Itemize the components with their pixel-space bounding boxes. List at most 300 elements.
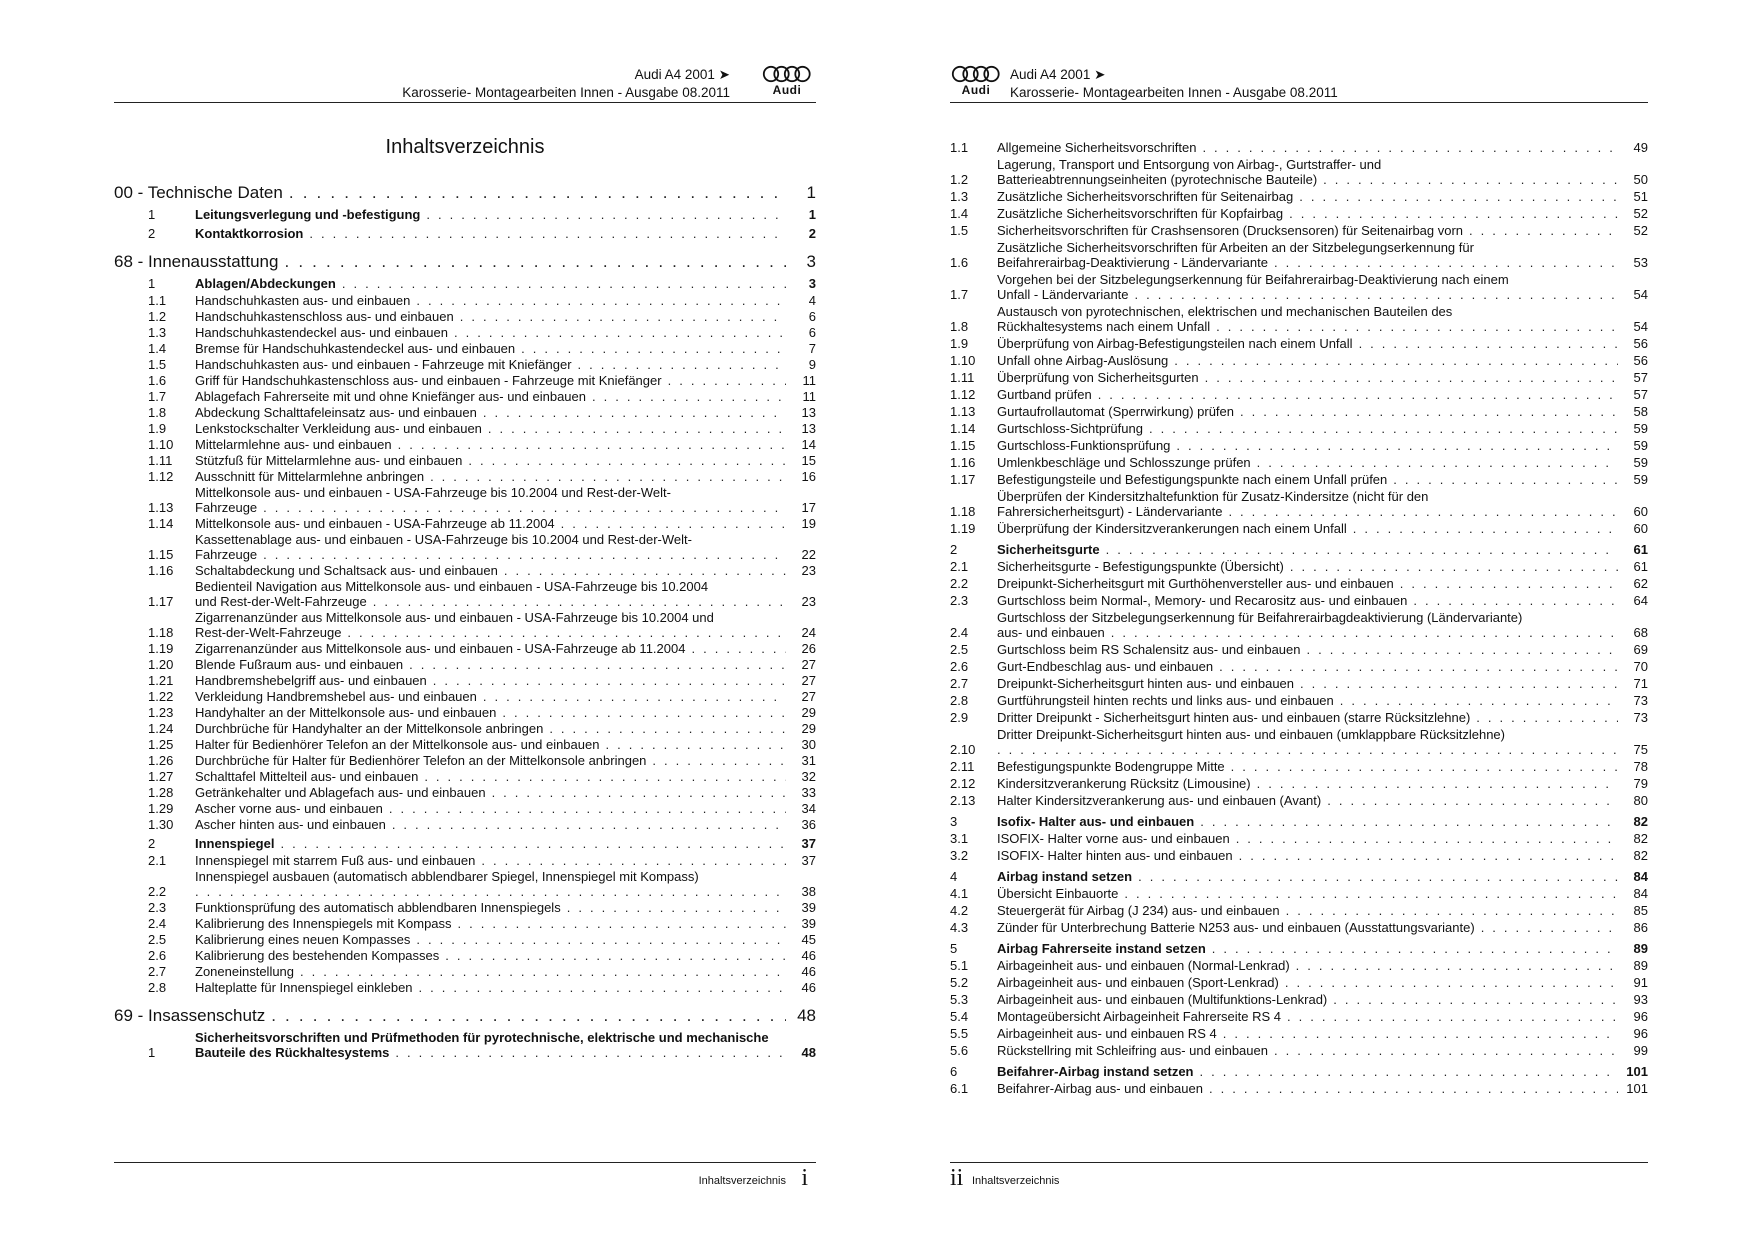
dot-leader <box>488 421 786 436</box>
toc-number: 1.26 <box>148 753 174 768</box>
dot-leader <box>398 437 786 452</box>
toc-entry[interactable] <box>114 721 816 736</box>
dot-leader <box>1257 455 1618 470</box>
toc-number: 1.2 <box>950 172 969 187</box>
toc-page-number: 36 <box>801 817 816 832</box>
toc-entry[interactable] <box>114 769 816 784</box>
toc-entry[interactable] <box>114 980 816 995</box>
dot-leader <box>1223 1026 1618 1041</box>
toc-page-number: 89 <box>1633 941 1648 956</box>
toc-entry[interactable] <box>950 958 1648 973</box>
toc-title-continued: Batterieabtrennungseinheiten (pyrotechnische Bauteile) <box>997 172 1318 187</box>
dot-leader <box>1286 903 1618 918</box>
toc-title: Kalibrierung des bestehenden Kompasses <box>195 948 440 963</box>
toc-entry[interactable] <box>950 1043 1648 1058</box>
toc-entry[interactable] <box>114 485 816 515</box>
toc-page-number: 46 <box>801 980 816 995</box>
toc-title: Umlenkbeschläge und Schlosszunge prüfen <box>997 455 1251 470</box>
toc-page-number: 57 <box>1633 370 1648 385</box>
toc-page-number: 16 <box>801 469 816 484</box>
toc-page-number: 59 <box>1633 438 1648 453</box>
toc-section[interactable] <box>114 836 816 851</box>
toc-entry[interactable] <box>950 438 1648 453</box>
dot-leader <box>289 183 786 203</box>
dot-leader <box>430 469 786 484</box>
toc-entry[interactable] <box>950 975 1648 990</box>
toc-number: 2.1 <box>950 559 969 574</box>
dot-leader <box>605 737 786 752</box>
toc-title: Schalttafel Mittelteil aus- und einbauen <box>195 769 419 784</box>
toc-title: Überprüfen der Kindersitzhaltefunktion für Zusatz-Kindersitze (nicht für den <box>997 489 1429 504</box>
toc-title: Gurtschloss der Sitzbelegungserkennung für Beifahrerairbagdeaktivierung (Ländervariante) <box>997 610 1523 625</box>
toc-number: 1.15 <box>148 547 174 562</box>
toc-entry[interactable] <box>114 516 816 531</box>
toc-chapter[interactable] <box>114 252 816 272</box>
toc-entry[interactable] <box>950 848 1648 863</box>
dot-leader <box>1138 869 1618 884</box>
toc-entry[interactable] <box>950 421 1648 436</box>
toc-page-number: 68 <box>1633 625 1648 640</box>
toc-entry[interactable] <box>950 727 1648 757</box>
toc-entry[interactable] <box>114 948 816 963</box>
toc-title: Dritter Dreipunkt-Sicherheitsgurt hinten aus- und einbauen (umklappbare Rücksitzlehne) <box>997 727 1505 742</box>
toc-title: Airbag instand setzen <box>997 869 1133 884</box>
toc-title: Airbageinheit aus- und einbauen (Normal-Lenkrad) <box>997 958 1290 973</box>
toc-number: 1 <box>148 207 156 222</box>
toc-entry[interactable] <box>950 304 1648 334</box>
dot-leader <box>481 853 786 868</box>
toc-number: 2.3 <box>148 900 167 915</box>
toc-number: 2.3 <box>950 593 969 608</box>
toc-page-number: 39 <box>801 916 816 931</box>
toc-number: 1.24 <box>148 721 174 736</box>
toc-entry[interactable] <box>950 676 1648 691</box>
toc-title: Innenspiegel <box>195 836 275 851</box>
toc-entry[interactable] <box>114 801 816 816</box>
toc-title: Funktionsprüfung des automatisch abblendbaren Innenspiegels <box>195 900 561 915</box>
toc-entry[interactable] <box>114 532 816 562</box>
toc-number: 1.4 <box>950 206 969 221</box>
toc-title: Ascher vorne aus- und einbauen <box>195 801 383 816</box>
toc-entry[interactable] <box>114 563 816 578</box>
toc-title: Überprüfung der Kindersitzverankerungen nach einem Unfall <box>997 521 1347 536</box>
toc-entry[interactable] <box>950 992 1648 1007</box>
toc-entry[interactable] <box>950 189 1648 204</box>
toc-title: Unfall ohne Airbag-Auslösung <box>997 353 1169 368</box>
toc-title: Airbageinheit aus- und einbauen (Multifunktions-Lenkrad) <box>997 992 1328 1007</box>
toc-title: Stützfuß für Mittelarmlehne aus- und einbauen <box>195 453 463 468</box>
toc-page-number: 3 <box>808 276 816 291</box>
toc-entry[interactable] <box>950 610 1648 640</box>
toc-number: 1.30 <box>148 817 174 832</box>
toc-title: Halter Kindersitzverankerung aus- und einbauen (Avant) <box>997 793 1322 808</box>
dot-leader <box>284 252 786 272</box>
toc-title: Zusätzliche Sicherheitsvorschriften für Arbeiten an der Sitzbelegungserkennung für <box>997 240 1474 255</box>
toc-page-number: 75 <box>1633 742 1648 757</box>
dot-leader <box>483 405 786 420</box>
dot-leader <box>433 673 786 688</box>
toc-entry[interactable] <box>950 240 1648 270</box>
toc-entry[interactable] <box>114 657 816 672</box>
toc-number: 1.3 <box>950 189 969 204</box>
toc-entry[interactable] <box>950 576 1648 591</box>
toc-entry[interactable] <box>114 357 816 372</box>
toc-entry[interactable] <box>114 673 816 688</box>
dot-leader <box>1307 642 1619 657</box>
toc-entry[interactable] <box>114 869 816 899</box>
toc-entry[interactable] <box>114 853 816 868</box>
dot-leader <box>460 309 786 324</box>
toc-number: 1.28 <box>148 785 174 800</box>
toc-page-number: 39 <box>801 900 816 915</box>
toc-entry[interactable] <box>950 521 1648 536</box>
toc-title: Gurt-Endbeschlag aus- und einbauen <box>997 659 1214 674</box>
toc-page-number: 53 <box>1633 255 1648 270</box>
toc-page-number: 70 <box>1633 659 1648 674</box>
toc-entry[interactable] <box>950 693 1648 708</box>
toc-page-number: 15 <box>801 453 816 468</box>
dot-leader <box>549 721 786 736</box>
toc-entry[interactable] <box>114 421 816 436</box>
toc-entry[interactable] <box>950 223 1648 238</box>
toc-number: 1.15 <box>950 438 976 453</box>
audi-rings-icon <box>762 65 812 83</box>
toc-section[interactable] <box>114 226 816 241</box>
toc-number: 5.1 <box>950 958 969 973</box>
header-subtitle: Karosserie- Montagearbeiten Innen - Ausgabe 08.2011 <box>402 85 730 100</box>
toc-number: 1.7 <box>950 287 969 302</box>
toc-number: 2 <box>950 542 958 557</box>
toc-title: Schaltabdeckung und Schaltsack aus- und einbauen <box>195 563 498 578</box>
audi-logo <box>762 65 812 99</box>
toc-number: 5.6 <box>950 1043 969 1058</box>
toc-entry[interactable] <box>950 336 1648 351</box>
toc-entry[interactable] <box>114 737 816 752</box>
toc-entry[interactable] <box>950 387 1648 402</box>
toc-title: Befestigungspunkte Bodengruppe Mitte <box>997 759 1225 774</box>
toc-number: 5.5 <box>950 1026 969 1041</box>
toc-page-number: 38 <box>801 884 816 899</box>
toc-page-number: 82 <box>1633 848 1648 863</box>
toc-page-number: 82 <box>1633 831 1648 846</box>
toc-number: 1.16 <box>148 563 174 578</box>
toc-entry[interactable] <box>114 373 816 388</box>
toc-page-number: 23 <box>801 563 816 578</box>
toc-section[interactable] <box>950 814 1648 829</box>
toc-number: 2.4 <box>950 625 969 640</box>
dot-leader <box>1299 189 1618 204</box>
audi-logo <box>951 65 1001 99</box>
toc-title: Airbag Fahrerseite instand setzen <box>997 941 1206 956</box>
toc-page-number: 11 <box>802 389 816 404</box>
dot-leader <box>395 1045 786 1060</box>
toc-entry[interactable] <box>950 157 1648 187</box>
toc-title: Getränkehalter und Ablagefach aus- und einbauen <box>195 785 486 800</box>
toc-entry[interactable] <box>950 1081 1648 1096</box>
dot-leader <box>1106 542 1618 557</box>
toc-entry[interactable] <box>950 886 1648 901</box>
toc-entry[interactable] <box>950 776 1648 791</box>
dot-leader <box>309 226 786 241</box>
toc-entry[interactable] <box>950 559 1648 574</box>
footer-text: Inhaltsverzeichnis <box>698 1175 786 1187</box>
toc-entry[interactable] <box>114 916 816 931</box>
toc-title: Zusätzliche Sicherheitsvorschriften für Seitenairbag <box>997 189 1294 204</box>
toc-entry[interactable] <box>950 370 1648 385</box>
toc-page-number: 59 <box>1633 472 1648 487</box>
toc-title: Ablagen/Abdeckungen <box>195 276 336 291</box>
dot-leader <box>392 817 786 832</box>
toc-title: Mittelarmlehne aus- und einbauen <box>195 437 392 452</box>
dot-leader <box>668 373 786 388</box>
toc-page-number: 80 <box>1633 793 1648 808</box>
toc-page-number: 58 <box>1633 404 1648 419</box>
toc-entry[interactable] <box>114 753 816 768</box>
toc-entry[interactable] <box>950 793 1648 808</box>
header-subtitle: Karosserie- Montagearbeiten Innen - Ausgabe 08.2011 <box>1010 85 1338 100</box>
toc-number: 1.25 <box>148 737 174 752</box>
toc-entry[interactable] <box>114 964 816 979</box>
toc-title-continued: Bauteile des Rückhaltesystems <box>195 1045 390 1060</box>
toc-entry[interactable] <box>114 437 816 452</box>
toc-page-number: 46 <box>801 964 816 979</box>
toc-page-number: 99 <box>1633 1043 1648 1058</box>
dot-leader <box>1200 814 1618 829</box>
toc-entry[interactable] <box>114 610 816 640</box>
toc-page-number: 79 <box>1633 776 1648 791</box>
toc-page-number: 71 <box>1633 676 1648 691</box>
toc-number: 2.8 <box>950 693 969 708</box>
toc-entry[interactable] <box>950 353 1648 368</box>
toc-entry[interactable] <box>950 593 1648 608</box>
dot-leader <box>1285 975 1618 990</box>
toc-entry[interactable] <box>950 1009 1648 1024</box>
toc-number: 1.19 <box>148 641 174 656</box>
dot-leader <box>1274 1043 1618 1058</box>
toc-section[interactable] <box>114 1030 816 1060</box>
toc-entry[interactable] <box>114 579 816 609</box>
toc-number: 1.14 <box>148 516 174 531</box>
toc-entry[interactable] <box>950 489 1648 519</box>
toc-entry[interactable] <box>114 689 816 704</box>
toc-page-number: 45 <box>801 932 816 947</box>
toc-entry[interactable] <box>950 140 1648 155</box>
toc-page-number: 64 <box>1633 593 1648 608</box>
toc-list-right <box>950 138 1648 1096</box>
dot-leader <box>1296 958 1618 973</box>
toc-title: Isofix- Halter aus- und einbauen <box>997 814 1195 829</box>
dot-leader <box>468 453 786 468</box>
toc-title: Griff für Handschuhkastenschloss aus- und einbauen - Fahrzeuge mit Kniefänger <box>195 373 662 388</box>
toc-title: Handschuhkastenschloss aus- und einbauen <box>195 309 454 324</box>
dot-leader <box>1400 576 1618 591</box>
dot-leader <box>1098 387 1618 402</box>
toc-entry[interactable] <box>950 642 1648 657</box>
toc-title: 00 - Technische Daten <box>114 183 283 202</box>
page-number: i <box>801 1165 808 1191</box>
toc-number: 2.7 <box>950 676 969 691</box>
toc-page-number: 82 <box>1633 814 1648 829</box>
toc-entry[interactable] <box>950 759 1648 774</box>
toc-title: Gurtaufrollautomat (Sperrwirkung) prüfen <box>997 404 1234 419</box>
toc-entry[interactable] <box>114 453 816 468</box>
toc-section[interactable] <box>950 542 1648 557</box>
dot-leader <box>1469 223 1618 238</box>
toc-page-number: 1 <box>808 207 816 222</box>
toc-title: Kalibrierung eines neuen Kompasses <box>195 932 411 947</box>
toc-entry[interactable] <box>950 710 1648 725</box>
toc-section[interactable] <box>950 869 1648 884</box>
toc-page-number: 54 <box>1633 287 1648 302</box>
toc-title: Sicherheitsvorschriften für Crashsensoren (Drucksensoren) für Seitenairbag vorn <box>997 223 1464 238</box>
toc-page-number: 13 <box>801 421 816 436</box>
toc-section[interactable] <box>950 941 1648 956</box>
toc-entry[interactable] <box>114 705 816 720</box>
dot-leader <box>1413 593 1618 608</box>
toc-number: 1.7 <box>148 389 167 404</box>
toc-entry[interactable] <box>114 900 816 915</box>
toc-title: Durchbrüche für Handyhalter an der Mittelkonsole anbringen <box>195 721 544 736</box>
dot-leader <box>300 964 786 979</box>
toc-page-number: 27 <box>801 689 816 704</box>
toc-title: Durchbrüche für Halter für Bedienhörer Telefon an der Mittelkonsole anbringen <box>195 753 647 768</box>
toc-entry[interactable] <box>114 469 816 484</box>
toc-entry[interactable] <box>114 785 816 800</box>
toc-chapter[interactable] <box>114 1006 816 1026</box>
toc-page-number: 56 <box>1633 336 1648 351</box>
toc-title: Handschuhkastendeckel aus- und einbauen <box>195 325 448 340</box>
toc-entry[interactable] <box>114 641 816 656</box>
toc-title-continued: und Rest-der-Welt-Fahrzeuge <box>195 594 367 609</box>
toc-page-number: 57 <box>1633 387 1648 402</box>
dot-leader <box>578 357 786 372</box>
toc-entry[interactable] <box>950 455 1648 470</box>
toc-entry[interactable] <box>950 920 1648 935</box>
toc-number: 1.6 <box>148 373 167 388</box>
toc-number: 1.12 <box>148 469 174 484</box>
toc-title: Lenkstockschalter Verkleidung aus- und einbauen <box>195 421 482 436</box>
toc-title-continued: Rest-der-Welt-Fahrzeuge <box>195 625 342 640</box>
toc-page-number: 52 <box>1633 206 1648 221</box>
toc-entry[interactable] <box>950 659 1648 674</box>
toc-title: Befestigungsteile und Befestigungspunkte nach einem Unfall prüfen <box>997 472 1388 487</box>
toc-number: 4.2 <box>950 903 969 918</box>
audi-rings-icon <box>951 65 1001 83</box>
toc-number: 1.6 <box>950 255 969 270</box>
toc-entry[interactable] <box>114 389 816 404</box>
toc-entry[interactable] <box>114 293 816 308</box>
toc-title: Montageübersicht Airbageinheit Fahrerseite RS 4 <box>997 1009 1281 1024</box>
toc-title: Übersicht Einbauorte <box>997 886 1119 901</box>
toc-number: 1.8 <box>950 319 969 334</box>
dot-leader <box>263 547 786 562</box>
toc-page-number: 37 <box>801 853 816 868</box>
toc-page-number: 51 <box>1633 189 1648 204</box>
toc-page-number: 27 <box>801 673 816 688</box>
toc-page-number: 85 <box>1633 903 1648 918</box>
toc-number: 4.3 <box>950 920 969 935</box>
toc-title: Airbageinheit aus- und einbauen RS 4 <box>997 1026 1217 1041</box>
toc-entry[interactable] <box>950 206 1648 221</box>
dot-leader <box>347 625 786 640</box>
toc-page-number: 31 <box>801 753 816 768</box>
toc-entry[interactable] <box>950 272 1648 302</box>
audi-logo-text: Audi <box>772 83 802 97</box>
toc-page-number: 22 <box>801 547 816 562</box>
toc-title: Beifahrer-Airbag aus- und einbauen <box>997 1081 1203 1096</box>
dot-leader <box>271 1006 786 1026</box>
toc-entry[interactable] <box>950 472 1648 487</box>
toc-entry[interactable] <box>950 404 1648 419</box>
dot-leader <box>1476 710 1618 725</box>
toc-page-number: 78 <box>1633 759 1648 774</box>
toc-number: 1 <box>148 276 156 291</box>
toc-entry[interactable] <box>114 341 816 356</box>
dot-leader <box>426 207 786 222</box>
toc-number: 2.7 <box>148 964 167 979</box>
dot-leader <box>1300 676 1618 691</box>
toc-chapter[interactable] <box>114 183 816 203</box>
dot-leader <box>1333 992 1618 1007</box>
toc-entry[interactable] <box>114 817 816 832</box>
toc-title: Gurtschloss beim RS Schalensitz aus- und einbauen <box>997 642 1301 657</box>
dot-leader <box>997 742 1618 757</box>
toc-number: 1.19 <box>950 521 976 536</box>
toc-title: Halteplatte für Innenspiegel einkleben <box>195 980 413 995</box>
toc-title: Ausschnitt für Mittelarmlehne anbringen <box>195 469 425 484</box>
toc-page-number: 14 <box>801 437 816 452</box>
toc-title: Gurtschloss-Sichtprüfung <box>997 421 1143 436</box>
toc-section[interactable] <box>114 276 816 291</box>
toc-number: 2.11 <box>950 759 975 774</box>
toc-entry[interactable] <box>114 932 816 947</box>
header-model: Audi A4 2001 ➤ <box>1010 67 1106 82</box>
toc-page-number: 23 <box>801 594 816 609</box>
dot-leader <box>1274 255 1618 270</box>
dot-leader <box>1236 831 1618 846</box>
toc-number: 2.13 <box>950 793 976 808</box>
toc-page-number: 24 <box>801 625 816 640</box>
toc-page-number: 29 <box>801 705 816 720</box>
toc-title: Kindersitzverankerung Rücksitz (Limousine) <box>997 776 1251 791</box>
toc-entry[interactable] <box>950 831 1648 846</box>
toc-section[interactable] <box>114 207 816 222</box>
dot-leader <box>1323 172 1618 187</box>
dot-leader <box>263 500 786 515</box>
toc-entry[interactable] <box>114 325 816 340</box>
dot-leader <box>1340 693 1618 708</box>
dot-leader <box>1239 848 1618 863</box>
dot-leader <box>1176 438 1618 453</box>
toc-number: 6 <box>950 1064 958 1079</box>
toc-section[interactable] <box>950 1064 1648 1079</box>
toc-entry[interactable] <box>950 903 1648 918</box>
toc-title: Dreipunkt-Sicherheitsgurt hinten aus- und einbauen <box>997 676 1295 691</box>
dot-leader <box>1212 941 1618 956</box>
toc-page-number: 13 <box>801 405 816 420</box>
toc-entry[interactable] <box>114 405 816 420</box>
toc-page-number: 30 <box>801 737 816 752</box>
toc-number: 1.27 <box>148 769 174 784</box>
toc-page-number: 29 <box>801 721 816 736</box>
toc-number: 5.4 <box>950 1009 969 1024</box>
toc-page-number: 17 <box>801 500 816 515</box>
toc-title: Überprüfung von Sicherheitsgurten <box>997 370 1199 385</box>
dot-leader <box>1219 659 1618 674</box>
toc-entry[interactable] <box>950 1026 1648 1041</box>
toc-number: 5.3 <box>950 992 969 1007</box>
toc-entry[interactable] <box>114 309 816 324</box>
